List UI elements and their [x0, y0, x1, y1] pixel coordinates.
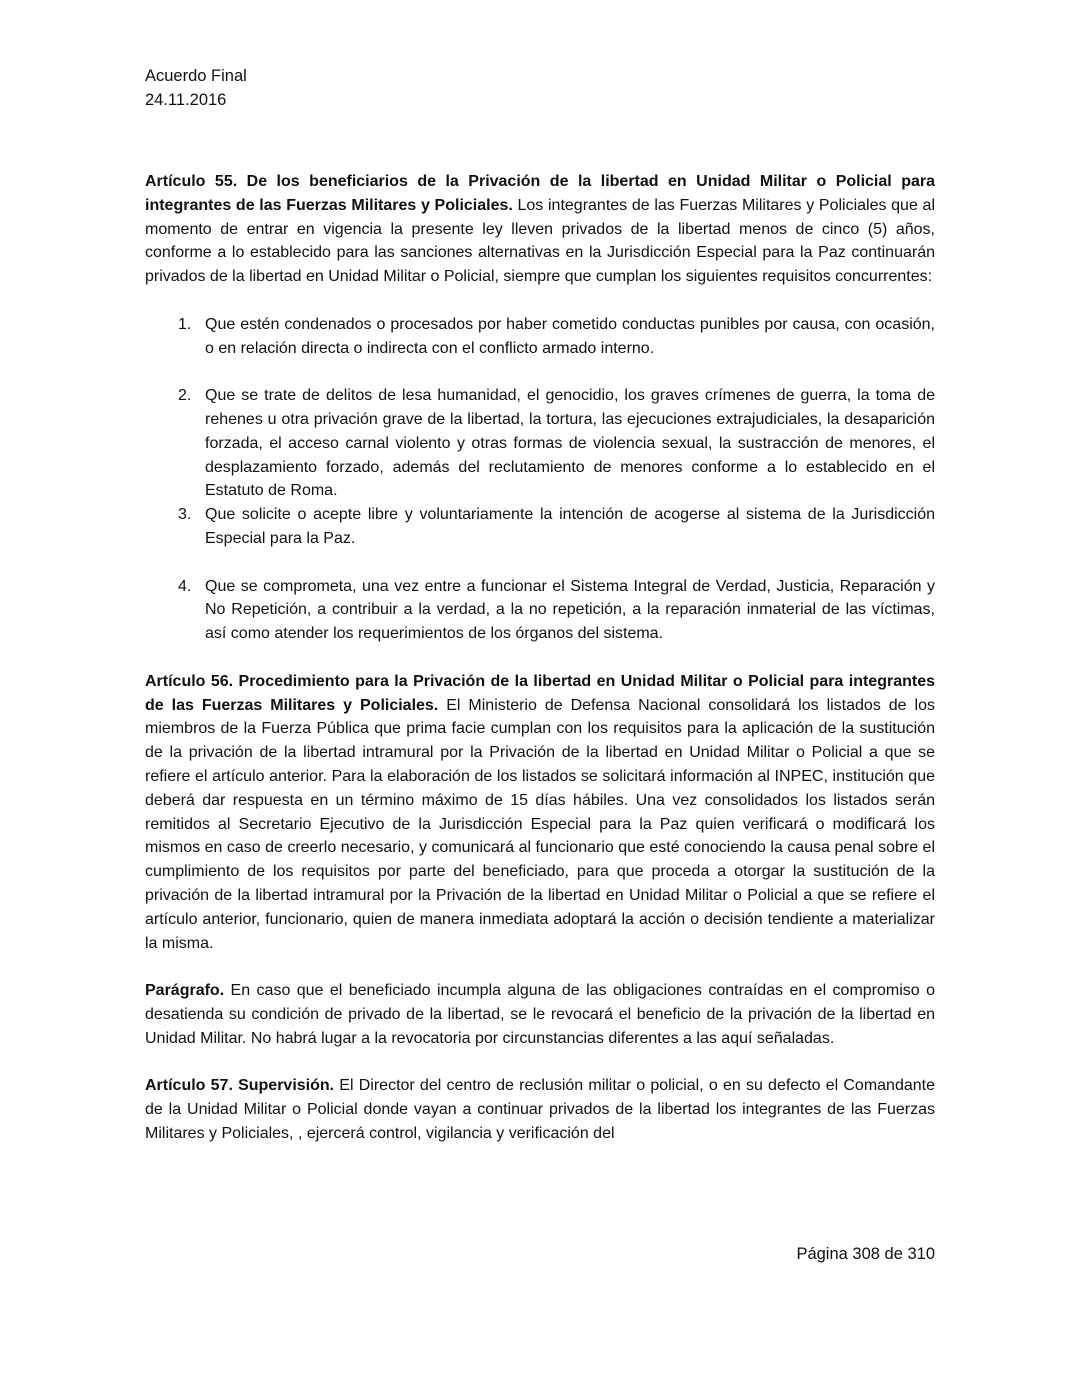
- paragrafo-body: En caso que el beneficiado incumpla alguna de las obligaciones contraídas en el compromiso o desatienda su condición de privado de la libertad, se le revocará el beneficio de la privación de la libertad en Unidad Militar. No habrá lugar a la revocatoria por circunstancias diferentes a las aquí señaladas.: [145, 982, 935, 1047]
- article-56: [145, 670, 935, 956]
- requirements-list: [145, 313, 935, 646]
- document-header: [145, 64, 247, 112]
- article-56-body: El Ministerio de Defensa Nacional consolidará los listados de los miembros de la Fuerza Pública que prima facie cumplan con los requisitos para la aplicación de la sustitución de la privación de la libertad intramural por la Privación de la libertad en Unidad Militar o Policial a que se refiere el artículo anterior. Para la elaboración de los listados se solicitará información al INPEC, institución que deberá dar respuesta en un término máximo de 15 días hábiles. Una vez consolidados los listados serán remitidos al Secretario Ejecutivo de la Jurisdicción Especial para la Paz quien verificará o modificará los mismos en caso de creerlo necesario, y comunicará al funcionario que esté conociendo la causa penal sobre el cumplimiento de los requisitos por parte del beneficiado, para que proceda a otorgar la sustitución de la privación de la libertad intramural por la Privación de la libertad en Unidad Militar o Policial a que se refiere el artículo anterior, funcionario, quien de manera inmediata adoptará la acción o decisión tendiente a materializar la misma.: [145, 696, 935, 952]
- list-item: [145, 384, 935, 503]
- list-text: Que se comprometa, una vez entre a funcionar el Sistema Integral de Verdad, Justicia, Reparación y No Repetición, a contribuir a la verdad, a la no repetición, a la reparación inmaterial de las víctimas, así como atender los requerimientos de los órganos del sistema.: [205, 577, 935, 643]
- list-item: [145, 575, 935, 646]
- list-number: 1.: [178, 315, 192, 333]
- article-57: [145, 1074, 935, 1145]
- document-body: [145, 170, 935, 1146]
- header-date: 24.11.2016: [145, 91, 227, 109]
- list-number: 3.: [178, 506, 192, 524]
- header-title: Acuerdo Final: [145, 67, 247, 85]
- article-55-body: Los integrantes de las Fuerzas Militares y Policiales que al momento de entrar en vigencia la presente ley lleven privados de la libertad menos de cinco (5) años, conforme a lo establecido para las sanciones alternativas en la Jurisdicción Especial para la Paz continuarán privados de la libertad en Unidad Militar o Policial, siempre que cumplan los siguientes requisitos concurrentes:: [145, 196, 935, 286]
- article-56-heading: Artículo 56. Procedimiento para la Privación de la libertad en Unidad Militar o Policial para integrantes de las Fuerzas Militares y Policiales.: [145, 672, 935, 714]
- page-number: Página 308 de 310: [796, 1245, 935, 1263]
- list-item: [145, 313, 935, 361]
- list-number: 2.: [178, 387, 192, 405]
- list-item: [145, 503, 935, 551]
- list-number: 4.: [178, 577, 192, 595]
- article-55: [145, 170, 935, 289]
- article-55-heading: Artículo 55. De los beneficiarios de la Privación de la libertad en Unidad Militar o Policial para integrantes de las Fuerzas Militares y Policiales.: [145, 173, 935, 214]
- paragrafo: [145, 979, 935, 1050]
- paragrafo-heading: Parágrafo.: [145, 982, 225, 1000]
- list-text: Que estén condenados o procesados por haber cometido conductas punibles por causa, con ocasión, o en relación directa o indirecta con el conflicto armado interno.: [205, 315, 935, 357]
- list-text: Que se trate de delitos de lesa humanidad, el genocidio, los graves crímenes de guerra, la toma de rehenes u otra privación grave de la libertad, la tortura, las ejecuciones extrajudiciales, la desaparición forzada, el acceso carnal violento y otras formas de violencia sexual, la sustracción de menores, el desplazamiento forzado, además del reclutamiento de menores conforme a lo establecido en el Estatuto de Roma.: [205, 387, 935, 500]
- list-text: Que solicite o acepte libre y voluntariamente la intención de acogerse al sistema de la Jurisdicción Especial para la Paz.: [205, 506, 935, 547]
- article-57-body: El Director del centro de reclusión militar o policial, o en su defecto el Comandante de la Unidad Militar o Policial donde vayan a continuar privados de la libertad los integrantes de las Fuerzas Militares y Policiales, , ejercerá control, vigilancia y verificación del: [145, 1077, 935, 1142]
- article-57-heading: Artículo 57. Supervisión.: [145, 1077, 335, 1095]
